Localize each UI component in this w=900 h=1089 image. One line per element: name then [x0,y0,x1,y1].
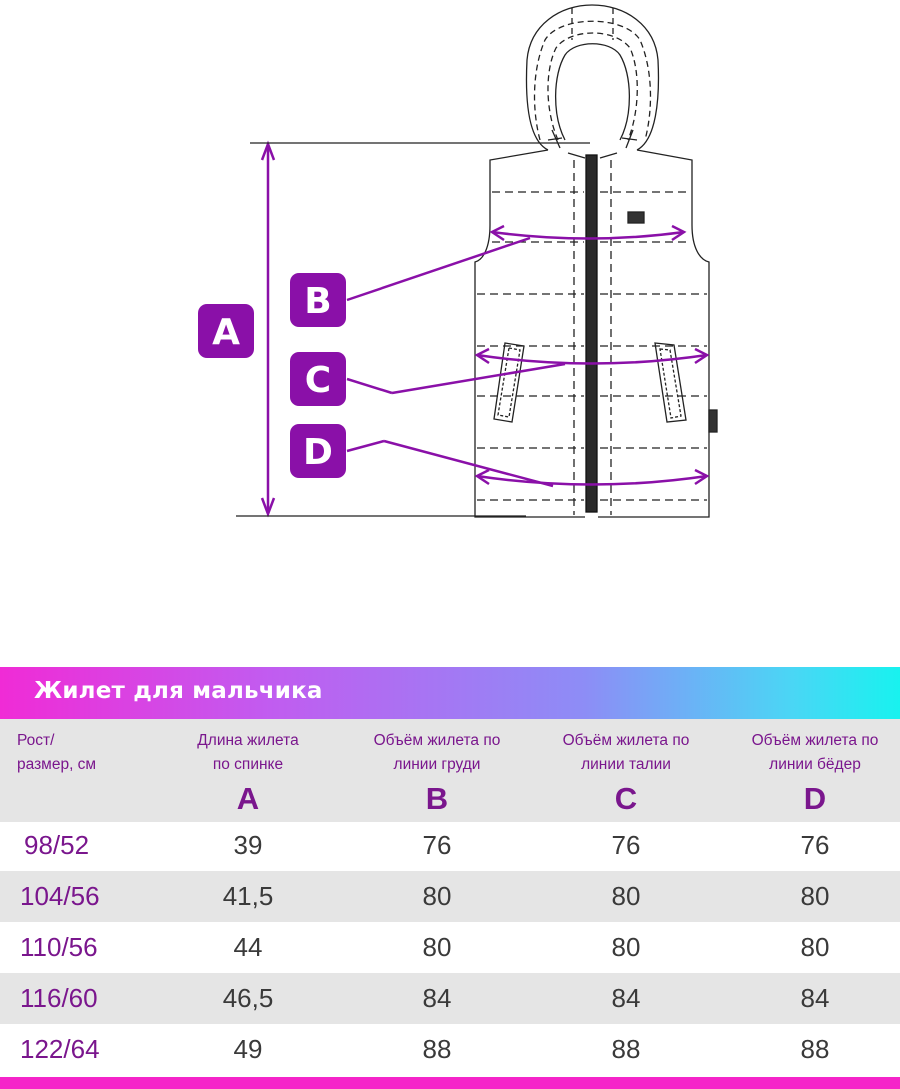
cell-size: 122/64 [20,1034,100,1064]
cell-waist: 80 [611,932,641,962]
cell-size: 98/52 [24,830,90,860]
badge-d-label: D [303,432,333,473]
header-length-line2: по спинке [212,756,284,773]
bottom-accent-bar [0,1077,900,1089]
cell-hips: 76 [800,830,830,860]
table-header [0,719,900,822]
header-length [163,729,333,777]
cell-waist: 80 [611,881,641,911]
cell-waist: 88 [611,1034,641,1064]
header-hips [730,729,900,777]
cell-hips: 84 [800,983,830,1013]
table-row [0,922,900,973]
header-hips-line1: Объём жилета по [751,732,879,749]
table-row [0,973,900,1024]
header-size [17,729,96,777]
header-letter-d: D [803,781,827,816]
header-letter-a: A [236,781,260,816]
cell-size: 104/56 [20,881,100,911]
table-row [0,820,900,871]
table-title: Жилет для мальчика [34,678,323,704]
cell-chest: 88 [422,1034,452,1064]
cell-length: 39 [233,830,263,860]
header-waist-line2: линии талии [581,756,671,773]
header-size-line2: размер, см [17,756,97,773]
cell-hips: 80 [800,932,830,962]
header-waist [541,729,711,777]
header-chest-line2: линии груди [393,756,481,773]
header-waist-line1: Объём жилета по [562,732,690,749]
table-row [0,871,900,922]
cell-hips: 80 [800,881,830,911]
cell-length: 46,5 [222,983,274,1013]
badge-c-label: C [304,360,332,401]
cell-length: 44 [233,932,263,962]
cell-chest: 80 [422,881,452,911]
badge-a-label: A [212,312,240,353]
cell-size: 116/60 [20,983,98,1013]
cell-chest: 76 [422,830,452,860]
cell-waist: 84 [611,983,641,1013]
cell-hips: 88 [800,1034,830,1064]
cell-size: 110/56 [20,932,98,962]
header-letter-c: C [614,781,638,816]
cell-length: 49 [233,1034,263,1064]
header-length-line1: Длина жилета [197,732,299,749]
badge-b-label: B [304,281,332,322]
vest-outline [475,5,717,517]
label-badges [198,273,346,478]
header-chest [352,729,522,777]
cell-waist: 76 [611,830,641,860]
table-title-bar [0,667,900,719]
cell-chest: 80 [422,932,452,962]
cell-length: 41,5 [222,881,274,911]
header-size-line1: Рост/ [17,732,55,749]
cell-chest: 84 [422,983,452,1013]
header-hips-line2: линии бёдер [769,756,861,773]
header-letter-b: B [425,781,449,816]
header-chest-line1: Объём жилета по [373,732,501,749]
table-row [0,1024,900,1075]
